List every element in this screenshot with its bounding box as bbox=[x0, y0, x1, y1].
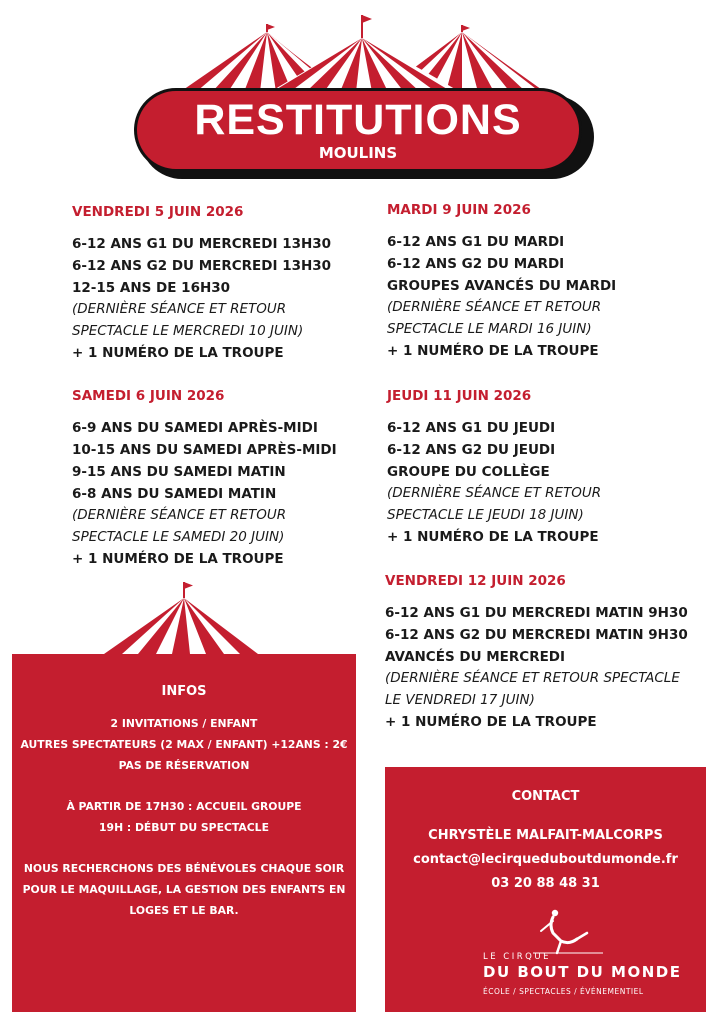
note-line: SPECTACLE LE MERCREDI 10 JUIN) bbox=[72, 322, 304, 339]
info-line: 2 INVITATIONS / ENFANT bbox=[110, 717, 258, 730]
day-heading: VENDREDI 12 JUIN 2026 bbox=[385, 573, 566, 589]
note-line: (DERNIÈRE SÉANCE ET RETOUR bbox=[387, 299, 602, 315]
circus-tents-illustration bbox=[0, 0, 724, 100]
title-banner bbox=[134, 88, 582, 172]
note-line: (DERNIÈRE SÉANCE ET RETOUR SPECTACLE bbox=[385, 670, 680, 686]
group-line: 6-12 ANS G2 DU MERCREDI 13H30 bbox=[72, 258, 332, 274]
troupe-line: + 1 NUMÉRO DE LA TROUPE bbox=[387, 529, 599, 545]
contact-panel bbox=[385, 767, 706, 1012]
contact-phone[interactable]: 03 20 88 48 31 bbox=[491, 876, 600, 891]
schedule-block-samedi-6-juin bbox=[72, 387, 337, 570]
schedule-block-vendredi-5-juin bbox=[72, 203, 331, 364]
small-tent-illustration bbox=[100, 578, 268, 656]
group-line: 12-15 ANS DE 16H30 bbox=[72, 280, 231, 296]
cirque-logo bbox=[483, 907, 682, 1002]
logo-text-top: LE CIRQUE bbox=[483, 952, 551, 962]
info-line: PAS DE RÉSERVATION bbox=[118, 759, 250, 772]
logo-text-main: DU BOUT DU MONDE bbox=[483, 963, 682, 981]
troupe-line: + 1 NUMÉRO DE LA TROUPE bbox=[385, 714, 597, 730]
group-line: 6-12 ANS G2 DU MERCREDI MATIN 9H30 bbox=[385, 627, 688, 643]
group-line: 6-12 ANS G2 DU MARDI bbox=[387, 256, 565, 272]
group-line: 9-15 ANS DU SAMEDI MATIN bbox=[72, 464, 286, 480]
schedule-block-vendredi-12-juin bbox=[385, 572, 688, 733]
note-line: SPECTACLE LE JEUDI 18 JUIN) bbox=[387, 506, 584, 523]
page-title: RESTITUTIONS bbox=[194, 96, 522, 144]
info-line: POUR LE MAQUILLAGE, LA GESTION DES ENFANTS EN bbox=[22, 883, 346, 896]
group-line: 6-9 ANS DU SAMEDI APRÈS-MIDI bbox=[72, 420, 318, 436]
schedule-block-mardi-9-juin bbox=[387, 201, 616, 362]
logo-text-bottom: ÉCOLE / SPECTACLES / ÉVÉNEMENTIEL bbox=[483, 987, 644, 996]
info-line: LOGES ET LE BAR. bbox=[129, 904, 239, 917]
group-line: 6-12 ANS G1 DU MARDI bbox=[387, 234, 565, 250]
group-line: AVANCÉS DU MERCREDI bbox=[385, 649, 566, 665]
group-line: 6-12 ANS G2 DU JEUDI bbox=[387, 442, 556, 458]
info-line: À PARTIR DE 17H30 : ACCUEIL GROUPE bbox=[66, 800, 302, 813]
day-heading: MARDI 9 JUIN 2026 bbox=[387, 202, 531, 218]
note-line: (DERNIÈRE SÉANCE ET RETOUR bbox=[387, 485, 602, 501]
troupe-line: + 1 NUMÉRO DE LA TROUPE bbox=[72, 551, 284, 567]
infos-title: INFOS bbox=[161, 684, 207, 699]
infos-panel bbox=[12, 654, 356, 1012]
note-line: LE VENDREDI 17 JUIN) bbox=[385, 691, 535, 708]
note-line: (DERNIÈRE SÉANCE ET RETOUR bbox=[72, 507, 287, 523]
troupe-line: + 1 NUMÉRO DE LA TROUPE bbox=[387, 343, 599, 359]
group-line: GROUPES AVANCÉS DU MARDI bbox=[387, 278, 617, 294]
contact-email-link[interactable]: contact@lecirqueduboutdumonde.fr bbox=[413, 852, 678, 867]
group-line: 6-12 ANS G1 DU JEUDI bbox=[387, 420, 556, 436]
note-line: (DERNIÈRE SÉANCE ET RETOUR bbox=[72, 301, 287, 317]
group-line: 6-12 ANS G1 DU MERCREDI MATIN 9H30 bbox=[385, 605, 688, 621]
note-line: SPECTACLE LE SAMEDI 20 JUIN) bbox=[72, 528, 285, 545]
info-line: AUTRES SPECTATEURS (2 MAX / ENFANT) +12ANS : 2€ bbox=[20, 738, 348, 751]
page-subtitle: MOULINS bbox=[318, 144, 398, 162]
schedule-block-jeudi-11-juin bbox=[387, 387, 601, 548]
day-heading: VENDREDI 5 JUIN 2026 bbox=[72, 204, 244, 220]
contact-title: CONTACT bbox=[511, 789, 580, 804]
day-heading: SAMEDI 6 JUIN 2026 bbox=[72, 388, 225, 404]
group-line: GROUPE DU COLLÈGE bbox=[387, 464, 550, 480]
troupe-line: + 1 NUMÉRO DE LA TROUPE bbox=[72, 345, 284, 361]
group-line: 6-12 ANS G1 DU MERCREDI 13H30 bbox=[72, 236, 332, 252]
day-heading: JEUDI 11 JUIN 2026 bbox=[387, 388, 532, 404]
note-line: SPECTACLE LE MARDI 16 JUIN) bbox=[387, 320, 592, 337]
info-line: 19H : DÉBUT DU SPECTACLE bbox=[99, 821, 269, 834]
group-line: 10-15 ANS DU SAMEDI APRÈS-MIDI bbox=[72, 442, 337, 458]
info-line: NOUS RECHERCHONS DES BÉNÉVOLES CHAQUE SOIR bbox=[23, 862, 345, 875]
acrobat-icon bbox=[483, 907, 643, 957]
contact-name: CHRYSTÈLE MALFAIT-MALCORPS bbox=[428, 828, 663, 843]
group-line: 6-8 ANS DU SAMEDI MATIN bbox=[72, 486, 277, 502]
